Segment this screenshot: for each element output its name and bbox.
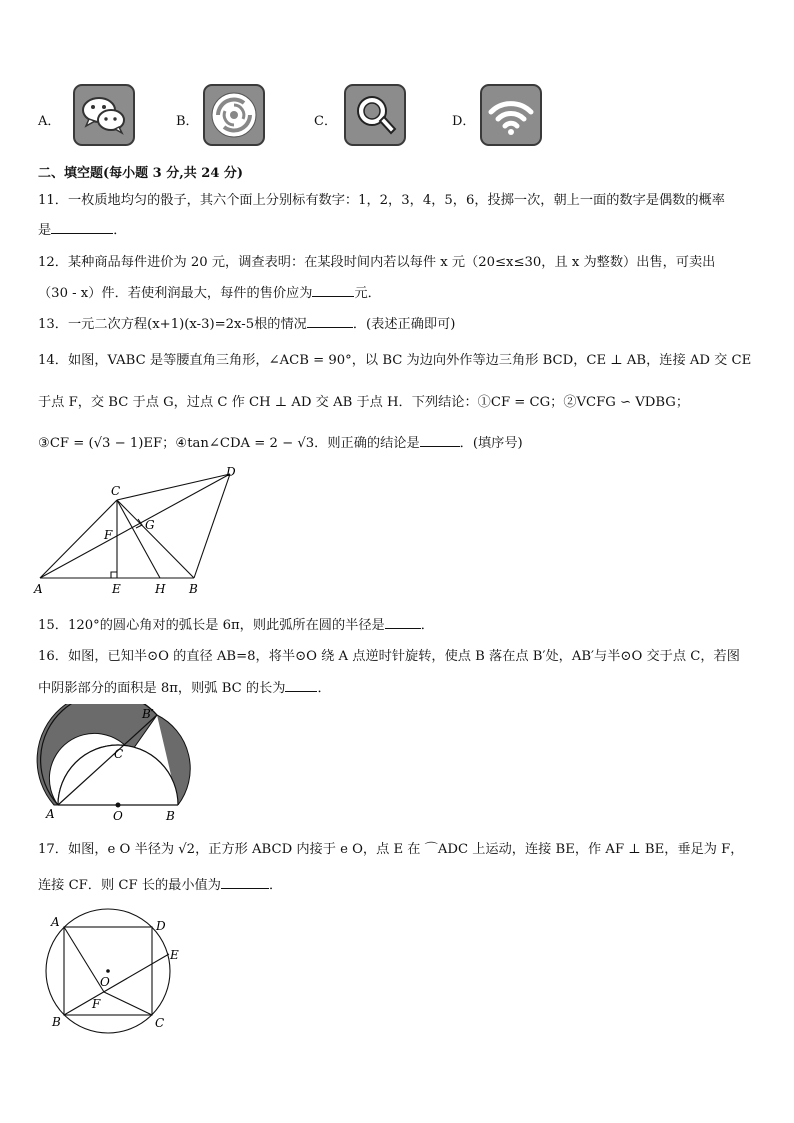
point-label-f: F bbox=[92, 997, 101, 1011]
point-label-e: E bbox=[170, 948, 179, 962]
point-label-b: B bbox=[52, 1015, 61, 1029]
q14-figure bbox=[30, 462, 250, 600]
q17-line2: 连接 CF．则 CF 长的最小值为 ． bbox=[38, 878, 283, 893]
q16-line1: 16．如图，已知半⊙O 的直径 AB=8，将半⊙O 绕 A 点逆时针旋转，使点 B 落在点 B′处，AB′与半⊙O 交于点 C，若图 bbox=[38, 649, 740, 664]
point-label-e: E bbox=[112, 582, 121, 596]
answer-blank[interactable] bbox=[307, 315, 353, 328]
point-label-c: C bbox=[155, 1016, 165, 1030]
q14-line3: ③CF = (√3 − 1)EF；④tan∠CDA = 2 − √3．则正确的结论是 ．(填序号) bbox=[38, 436, 523, 451]
point-label-f: F bbox=[104, 528, 113, 542]
option-b-label: B． bbox=[176, 114, 199, 129]
q12-line1: 12．某种商品每件进价为 20 元，调查表明：在某段时间内若以每件 x 元（20≤x≤30，且 x 为整数）出售，可卖出 bbox=[38, 255, 716, 270]
answer-blank[interactable] bbox=[420, 434, 460, 447]
search-icon bbox=[344, 84, 406, 146]
swirl-icon bbox=[203, 84, 265, 146]
answer-blank[interactable] bbox=[221, 876, 269, 889]
point-label-c: C bbox=[111, 484, 121, 498]
q12-line2: （30 - x）件．若使利润最大，每件的售价应为 元． bbox=[38, 286, 381, 301]
point-label-h: H bbox=[155, 582, 166, 596]
option-a-label: A． bbox=[38, 114, 61, 129]
q17-line1: 17．如图，e O 半径为 √2，正方形 ABCD 内接于 e O，点 E 在 ⌒ADC 上运动，连接 BE，作 AF ⊥ BE，垂足为 F， bbox=[38, 842, 744, 857]
answer-blank[interactable] bbox=[51, 221, 113, 234]
point-label-b: B bbox=[166, 809, 175, 822]
q16-line2: 中阴影部分的面积是 8π，则弧 BC 的长为 ． bbox=[38, 681, 331, 696]
answer-blank[interactable] bbox=[312, 284, 354, 297]
q14-line1: 14．如图，VABC 是等腰直角三角形，∠ACB = 90°，以 BC 为边向外作等边三角形 BCD，CE ⊥ AB，连接 AD 交 CE bbox=[38, 353, 752, 368]
option-c-label: C． bbox=[314, 114, 337, 129]
point-label-d: D bbox=[226, 465, 236, 479]
point-label-a: A bbox=[51, 915, 60, 929]
answer-blank[interactable] bbox=[285, 679, 317, 692]
point-label-d: D bbox=[156, 919, 166, 933]
point-label-o: O bbox=[100, 975, 110, 989]
wechat-icon bbox=[73, 84, 135, 146]
point-label-a: A bbox=[34, 582, 43, 596]
section-title: 二、填空题(每小题 3 分,共 24 分) bbox=[38, 166, 244, 181]
answer-blank[interactable] bbox=[385, 616, 421, 629]
point-label-b: B bbox=[189, 582, 198, 596]
q11-line1: 11．一枚质地均匀的骰子，其六个面上分别标有数字：1，2，3，4，5，6，投掷一次，朝上一面的数字是偶数的概率 bbox=[38, 193, 725, 208]
option-d-label: D． bbox=[452, 114, 476, 129]
q15-line: 15．120°的圆心角对的弧长是 6π，则此弧所在圆的半径是 ． bbox=[38, 618, 434, 633]
q16-figure bbox=[36, 704, 196, 822]
point-label-b-prime: B′ bbox=[142, 707, 154, 721]
q13-line: 13．一元二次方程(x+1)(x-3)=2x-5根的情况 ．(表述正确即可) bbox=[38, 317, 456, 332]
q14-line2: 于点 F，交 BC 于点 G，过点 C 作 CH ⊥ AD 交 AB 于点 H．下列结论：①CF = CG；②VCFG ∽ VDBG； bbox=[38, 395, 690, 410]
point-label-a: A bbox=[46, 807, 55, 821]
point-label-c: C bbox=[114, 747, 124, 761]
wifi-icon bbox=[480, 84, 542, 146]
point-label-o: O bbox=[113, 809, 123, 822]
q17-figure bbox=[38, 906, 198, 1038]
q11-line2: 是 ． bbox=[38, 223, 127, 238]
point-label-g: G bbox=[145, 518, 155, 532]
